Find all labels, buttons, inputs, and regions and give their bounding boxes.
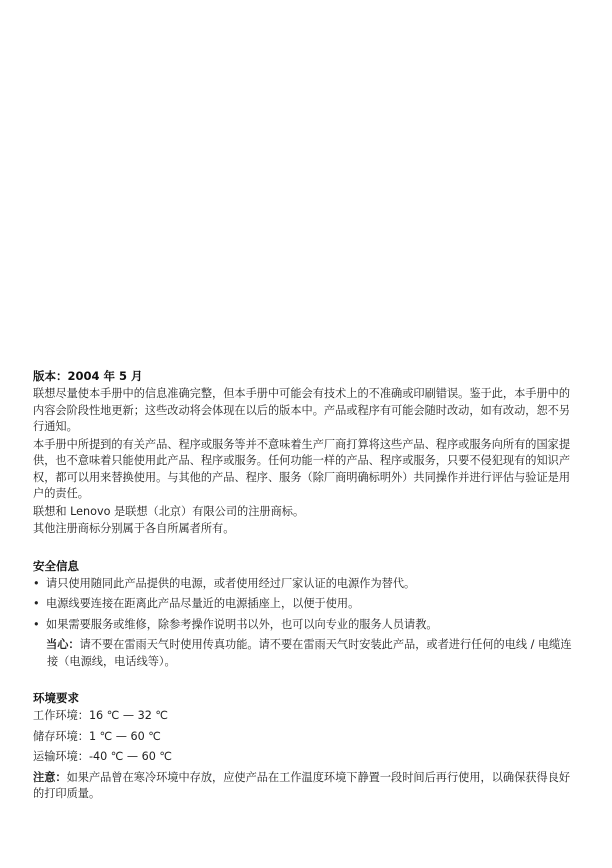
trademark-paragraph: 其他注册商标分别属于各自所属者所有。: [33, 522, 235, 535]
operating-environment: 工作环境：16 ℃ — 32 ℃: [33, 709, 168, 722]
list-item-text: 电源线要连接在距离此产品尽量近的电源插座上，以便于使用。: [46, 597, 360, 610]
list-item-text: 如果需要服务或维修，除参考操作说明书以外，也可以向专业的服务人员请教。: [46, 617, 438, 631]
caution-note: [33, 637, 581, 670]
transport-environment: 运输环境：-40 ℃ — 60 ℃: [33, 750, 172, 763]
storage-environment: 储存环境：1 ℃ — 60 ℃: [33, 729, 161, 743]
list-item: [33, 596, 581, 613]
intro-paragraph: 联想尽量使本手册中的信息准确完整，但本手册中可能会有技术上的不准确或印刷错误。鉴于此，本手册中的内容会阶段性地更新；这些改动将会体现在以后的版本中。产品或程序有可能会随时改动，如有改动，恕不另行通知。: [33, 387, 571, 433]
bullet-icon: •: [33, 617, 40, 631]
trademark-paragraph: 联想和 Lenovo 是联想（北京）有限公司的注册商标。: [33, 504, 305, 518]
safety-list: [33, 576, 581, 634]
caution-label: 当心：: [46, 638, 80, 651]
document-page: [33, 368, 581, 804]
bullet-icon: •: [33, 597, 40, 610]
environment-note: [33, 770, 581, 803]
list-item-text: 请只使用随同此产品提供的电源，或者使用经过厂家认证的电源作为替代。: [46, 576, 416, 590]
environment-heading: 环境要求: [33, 691, 79, 705]
note-label: 注意：: [33, 770, 67, 784]
list-item: [33, 617, 581, 634]
edition-label: 版本：: [33, 369, 68, 383]
bullet-icon: •: [33, 576, 40, 590]
caution-text: 请不要在雷雨天气时使用传真功能。请不要在雷雨天气时安装此产品，或者进行任何的电线 / 电缆连接（电源线，电话线等）。: [47, 638, 572, 668]
intro-paragraph: 本手册中所提到的有关产品、程序或服务等并不意味着生产厂商打算将这些产品、程序或服务向所有的国家提供，也不意味着只能使用此产品、程序或服务。任何功能一样的产品、程序或服务，只要不侵犯现有的知识产权，都可以用来替换使用。与其他的产品、程序、服务（除厂商明确标明外）共同操作并进行评估与验证是用户的责任。: [33, 437, 571, 500]
edition-line: [33, 368, 581, 384]
note-text: 如果产品曾在寒冷环境中存放，应使产品在工作温度环境下静置一段时间后再行使用，以确保获得良好的打印质量。: [33, 770, 571, 800]
edition-value: 2004 年 5 月: [67, 369, 143, 383]
safety-heading: 安全信息: [33, 558, 79, 573]
list-item: [33, 576, 581, 593]
